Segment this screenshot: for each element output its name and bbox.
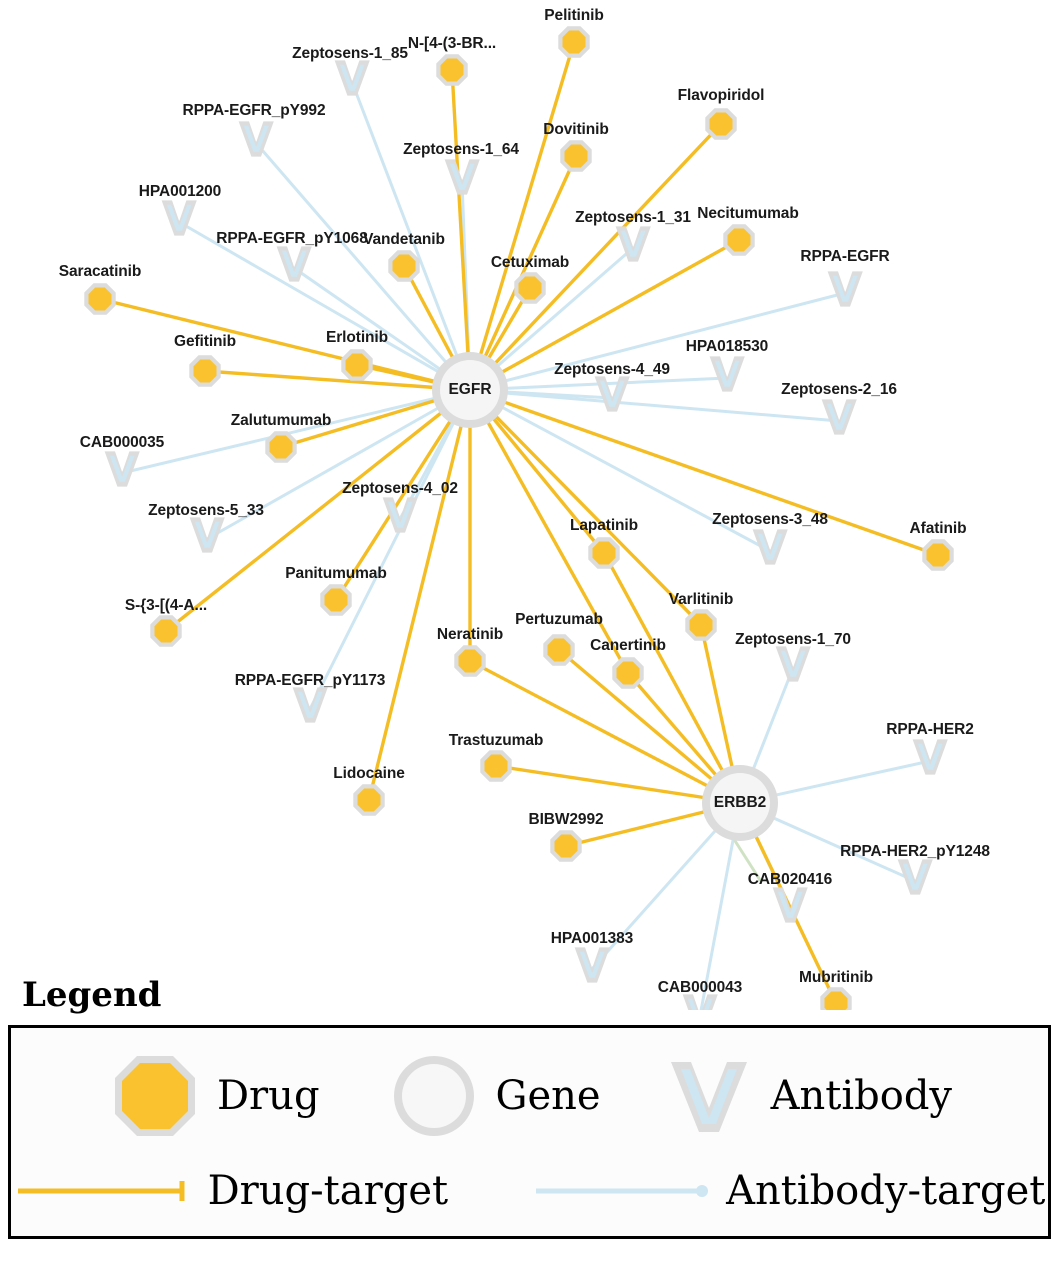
drug-node-label: Flavopiridol — [677, 87, 765, 104]
drug-node-label: Varlitinib — [668, 591, 734, 608]
drug-node-label: Vandetanib — [363, 231, 445, 248]
drug-node-label: Pertuzumab — [515, 611, 603, 628]
drug-node[interactable] — [593, 542, 616, 565]
drug-node[interactable] — [617, 662, 640, 685]
drug-node[interactable] — [565, 145, 588, 168]
drug-node[interactable] — [927, 544, 950, 567]
drug-node-label: Lidocaine — [333, 765, 405, 782]
drug-node-label: S-{3-[(4-A... — [124, 597, 208, 614]
legend-item-gene — [386, 1048, 601, 1144]
drug-target-edge-icon — [14, 1179, 194, 1203]
legend-label-antibody-target: Antibody-target — [726, 1168, 1046, 1214]
drug-node-label: Saracatinib — [58, 263, 142, 280]
antibody-node-label: RPPA-EGFR_pY1173 — [234, 672, 386, 689]
drug-node[interactable] — [270, 436, 293, 459]
antibody-node-label: CAB000043 — [657, 979, 743, 996]
drug-node-label: N-[4-(3-BR... — [407, 35, 497, 52]
drug-node[interactable] — [393, 255, 416, 278]
antibody-node-label: Zeptosens-1_64 — [403, 141, 519, 158]
antibody-node-label: RPPA-EGFR_pY1068 — [216, 230, 368, 247]
drug-node-label: Panitumumab — [285, 565, 387, 582]
drug-node[interactable] — [441, 59, 464, 82]
gene-circle-icon — [386, 1048, 482, 1144]
antibody-target-edge-icon — [532, 1179, 712, 1203]
antibody-node[interactable] — [277, 246, 312, 281]
drug-node-label: Lapatinib — [570, 517, 638, 534]
drug-node-label: Gefitinib — [174, 333, 236, 350]
gene-node-label: ERBB2 — [713, 794, 767, 811]
antibody-node-label: Zeptosens-1_85 — [292, 45, 408, 62]
drug-node-label: Afatinib — [909, 520, 967, 537]
antibody-node-label: Zeptosens-2_16 — [781, 381, 897, 398]
drug-node-label: Zalutumumab — [230, 412, 332, 429]
antibody-node-label: CAB000035 — [79, 434, 165, 451]
antibody-node[interactable] — [913, 739, 948, 774]
antibody-node[interactable] — [710, 356, 745, 391]
drug-node-label: Pelitinib — [544, 7, 604, 24]
drug-node[interactable] — [459, 650, 482, 673]
legend-box — [8, 1025, 1051, 1239]
drug-node[interactable] — [346, 354, 369, 377]
antibody-node[interactable] — [898, 859, 933, 894]
legend-item-drug — [107, 1048, 320, 1144]
antibody-node-label: Zeptosens-5_33 — [148, 502, 264, 519]
antibody-node-label: RPPA-EGFR_pY992 — [182, 102, 326, 119]
legend-label-gene: Gene — [495, 1073, 601, 1119]
antibody-node-label: RPPA-HER2 — [886, 721, 974, 738]
antibody-node-label: RPPA-HER2_pY1248 — [840, 843, 990, 860]
drug-node[interactable] — [555, 835, 578, 858]
antibody-node-label: Zeptosens-3_48 — [712, 511, 828, 528]
antibody-node[interactable] — [776, 646, 811, 681]
drug-node[interactable] — [89, 288, 112, 311]
legend-label-drug: Drug — [216, 1073, 320, 1119]
drug-node[interactable] — [563, 31, 586, 54]
antibody-node-label: HPA018530 — [685, 338, 769, 355]
antibody-chevron-icon — [661, 1048, 757, 1144]
legend-title: Legend — [22, 975, 162, 1015]
drug-node-label: Mubritinib — [799, 969, 873, 986]
antibody-node[interactable] — [105, 451, 140, 486]
drug-node[interactable] — [358, 789, 381, 812]
legend-item-antibody — [661, 1048, 952, 1144]
antibody-node[interactable] — [335, 60, 370, 95]
antibody-node-label: HPA001383 — [550, 930, 634, 947]
drug-node[interactable] — [710, 113, 733, 136]
drug-node[interactable] — [728, 229, 751, 252]
drug-node-label: Necitumumab — [697, 205, 799, 222]
legend-label-drug-target: Drug-target — [207, 1168, 449, 1214]
antibody-node[interactable] — [293, 687, 328, 722]
drug-node-label: Erlotinib — [326, 329, 388, 346]
antibody-node-label: RPPA-EGFR — [800, 248, 890, 265]
antibody-node-label: Zeptosens-1_31 — [575, 209, 691, 226]
legend-label-antibody: Antibody — [770, 1073, 953, 1119]
gene-node-label: EGFR — [448, 381, 492, 398]
drug-node[interactable] — [690, 614, 713, 637]
drug-node-label: Cetuximab — [490, 254, 570, 271]
antibody-node[interactable] — [190, 517, 225, 552]
drug-node-label: Canertinib — [590, 637, 666, 654]
antibody-node[interactable] — [822, 399, 857, 434]
legend-item-antibody-target — [532, 1168, 1045, 1214]
antibody-node[interactable] — [595, 376, 630, 411]
antibody-node-label: CAB020416 — [747, 871, 833, 888]
legend-node-row — [11, 1046, 1048, 1146]
legend-edge-row — [11, 1156, 1048, 1226]
legend — [0, 975, 1059, 1239]
drug-node-label: Neratinib — [436, 626, 504, 643]
drug-node[interactable] — [194, 360, 217, 383]
drug-node[interactable] — [325, 589, 348, 612]
antibody-node[interactable] — [773, 887, 808, 922]
antibody-node[interactable] — [616, 226, 651, 261]
antibody-node[interactable] — [445, 159, 480, 194]
drug-node[interactable] — [519, 277, 542, 300]
legend-item-drug-target — [14, 1168, 448, 1214]
antibody-node[interactable] — [239, 121, 274, 156]
antibody-node-label: Zeptosens-4_02 — [342, 480, 458, 497]
drug-node-label: Trastuzumab — [448, 732, 544, 749]
drug-node-label: BIBW2992 — [528, 811, 604, 828]
antibody-node[interactable] — [753, 529, 788, 564]
antibody-node[interactable] — [828, 271, 863, 306]
drug-node[interactable] — [548, 639, 571, 662]
antibody-node-label: HPA001200 — [138, 183, 222, 200]
drug-octagon-icon — [107, 1048, 203, 1144]
drug-node-label: Dovitinib — [543, 121, 609, 138]
drug-node[interactable] — [155, 620, 178, 643]
drug-node[interactable] — [485, 755, 508, 778]
antibody-node[interactable] — [383, 497, 418, 532]
antibody-node-label: Zeptosens-1_70 — [735, 631, 851, 648]
antibody-node-label: Zeptosens-4_49 — [554, 361, 670, 378]
antibody-node[interactable] — [162, 200, 197, 235]
